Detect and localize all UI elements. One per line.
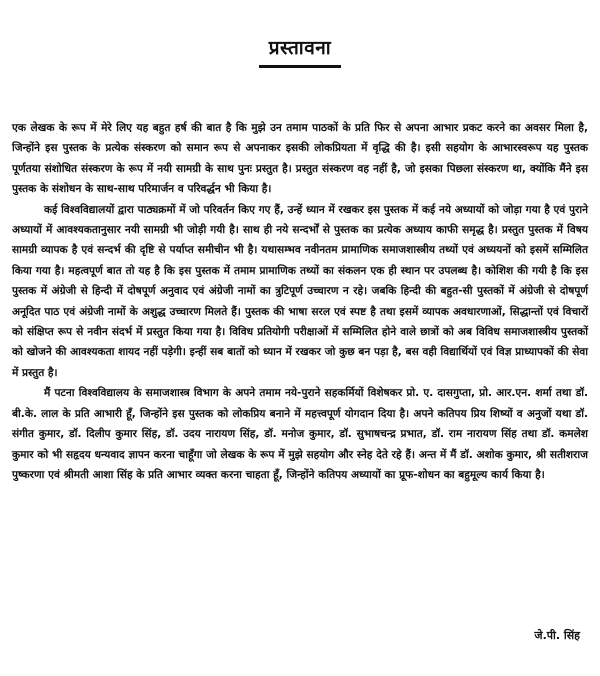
paragraph-3: मैं पटना विश्वविद्यालय के समाजशास्त्र विभाग के अपने तमाम नये-पुराने सहकर्मियों विशेषकर प्रो. ए. दासगुप्ता, प्रो. आर.एन. शर्मा तथा डॉ. बी.के. लाल के प्रति आभारी हूँ, जिन्होंने इस पुस्तक को लोकप्रिय बनाने में महत्त्वपूर्ण योगदान दिया है। अपने कतिपय प्रिय शिष्यों व अनुजों यथा डॉ. संगीत कुमार, डॉ. दिलीप कुमार सिंह, डॉ. उदय नारायण सिंह, डॉ. मनोज कुमार, डॉ. सुभाषचन्द्र प्रभात, डॉ. राम नारायण सिंह तथा डॉ. कमलेश कुमार को भी सहृदय धन्यवाद ज्ञापन करना चाहूँगा जो लेखक के रूप में मुझे सहयोग और स्नेह देते रहे हैं। अन्त में मैं डॉ. अशोक कुमार, श्री सतीशराज पुष्करणा एवं श्रीमती आशा सिंह के प्रति आभार व्यक्त करना चाहता हूँ, जिन्होंने कतिपय अध्यायों का प्रूफ-शोधन का बहुमूल्य कार्य किया है। xyxy=(12,387,588,481)
paragraph-2: कई विश्वविद्यालयों द्वारा पाठ्यक्रमों में जो परिवर्तन किए गए हैं, उन्हें ध्यान में रखकर इस पुस्तक में कई नये अध्यायों को जोड़ा गया है एवं पुराने अध्यायों में आवश्यकतानुसार नयी सामग्री भी जोड़ी गयी है। साथ ही नये सन्दर्भों से पुस्तक का प्रत्येक अध्याय काफी समृद्ध है। प्रस्तुत पुस्तक में विषय सामग्री व्यापक है एवं सन्दर्भ की दृष्टि से पर्याप्त समीचीन भी है। यथासम्भव नवीनतम प्रामाणिक समाजशास्त्रीय तथ्यों एवं अध्ययनों को इसमें सम्मिलित किया गया है। महत्वपूर्ण बात तो यह है कि इस पुस्तक में तमाम प्रामाणिक तथ्यों का संकलन एक ही स्थान पर उपलब्ध है। कोशिश की गयी है कि इस पुस्तक में अंग्रेजी से हिन्दी में दोषपूर्ण अनुवाद एवं अंग्रेजी नामों का त्रुटिपूर्ण उच्चारण न रहे। जबकि हिन्दी की बहुत-सी पुस्तकों में अंग्रेजी से दोषपूर्ण अनूदित पाठ एवं अंग्रेजी नामों के अशुद्ध उच्चारण मिलते हैं। पुस्तक की भाषा सरल एवं स्पष्ट है तथा इसमें व्यापक अवधारणाओं, सिद्धान्तों एवं विचारों को संक्षिप्त रूप से नवीन संदर्भ में प्रस्तुत किया गया है। विविध प्रतियोगी परीक्षाओं में सम्मिलित होने वाले छात्रों को अब विविध समाजशास्त्रीय पुस्तकों को खोजने की आवश्यकता शायद नहीं पड़ेगी। इन्हीं सब बातों को ध्यान में रखकर जो कुछ बन पड़ा है, बस वही विद्यार्थियों एवं विज्ञ प्राध्यापकों की सेवा में प्रस्तुत है। xyxy=(12,203,588,379)
paragraph-1: एक लेखक के रूप में मेरे लिए यह बहुत हर्ष की बात है कि मुझे उन तमाम पाठकों के प्रति फिर से अपना आभार प्रकट करने का अवसर मिला है, जिन्होंने इस पुस्तक के प्रत्येक संस्करण को समान रूप से अपनाकर इसकी लोकप्रियता में वृद्धि की है। इसी सहयोग के आभारस्वरूप यह पुस्तक पूर्णतया संशोधित संस्करण के रूप में नयी सामग्री के साथ पुनः प्रस्तुत है। प्रस्तुत संस्करण वह नहीं है, जो इसका पिछला संस्करण था, क्योंकि मैंने इस पुस्तक के संशोधन के साथ-साथ परिमार्जन व परिवर्द्धन भी किया है। xyxy=(12,122,588,196)
title-block xyxy=(0,34,600,68)
author-signature: जे.पी. सिंह xyxy=(534,629,580,642)
page-title: प्रस्तावना xyxy=(259,34,341,68)
preface-body xyxy=(12,118,588,485)
